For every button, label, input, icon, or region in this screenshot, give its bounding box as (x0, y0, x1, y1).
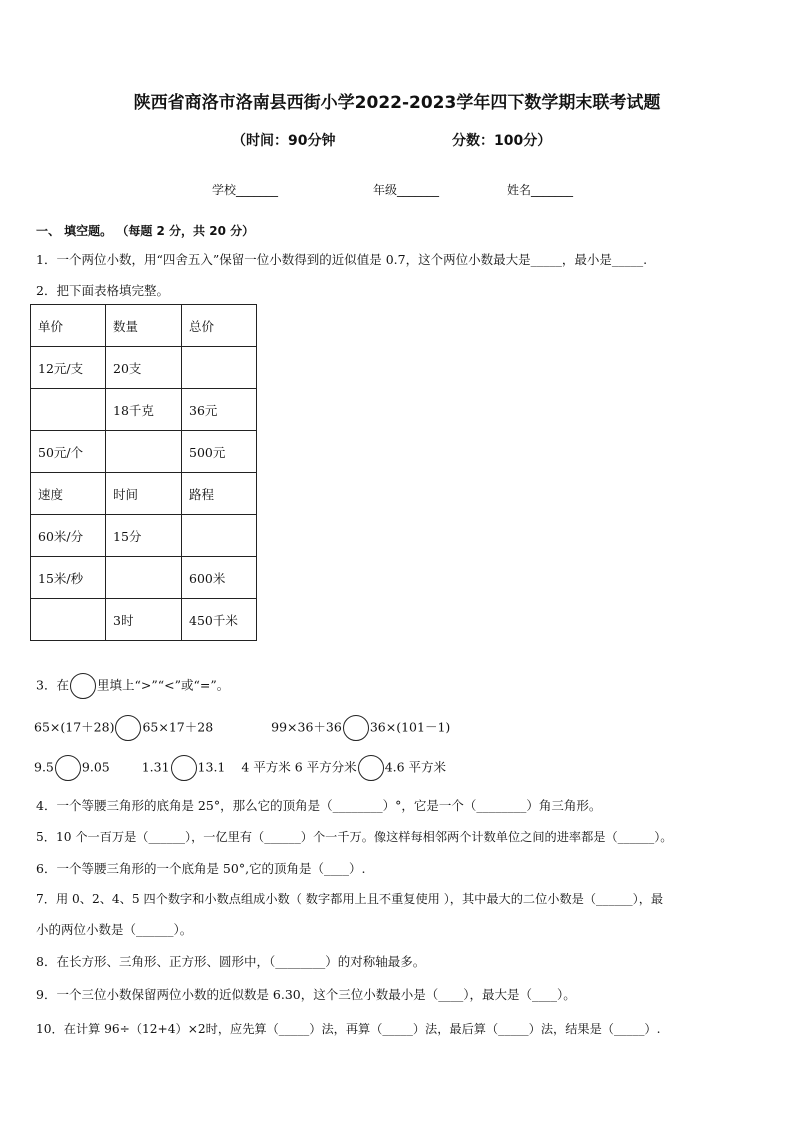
table-cell: 18千克 (106, 389, 182, 431)
table-cell (182, 515, 257, 557)
table-cell: 12元/支 (31, 347, 106, 389)
expression-left: 1.31 (141, 759, 170, 775)
name-field: 姓名_______ (507, 183, 574, 197)
exam-score: 分数：100分） (452, 133, 552, 149)
expression-right: 9.05 (81, 759, 110, 775)
answer-circle[interactable] (115, 715, 141, 741)
answer-circle[interactable] (358, 755, 384, 781)
table-cell (106, 431, 182, 473)
table-cell: 路程 (182, 473, 257, 515)
question-4: 4．一个等腰三角形的底角是 25°，那么它的顶角是（________）°，它是一个（________）角三角形。 (36, 798, 602, 813)
question-3-suffix: 里填上“>”“<”或“=”。 (96, 677, 230, 693)
question-3 (36, 673, 229, 699)
question-3-prefix: 3．在 (36, 677, 69, 693)
table-cell: 15分 (106, 515, 182, 557)
table-cell: 3时 (106, 599, 182, 641)
question-5: 5．10 个一百万是（______），一亿里有（______）个一千万。像这样每相邻两个计数单位之间的进率都是（______）。 (36, 830, 673, 844)
expression-right: 13.1 (197, 759, 226, 775)
table-cell (31, 599, 106, 641)
table-cell: 450千米 (182, 599, 257, 641)
table-cell: 500元 (182, 431, 257, 473)
expression-right: 4.6 平方米 (384, 759, 447, 775)
question-8: 8．在长方形、三角形、正方形、圆形中，（________）的对称轴最多。 (36, 954, 426, 969)
table-cell (31, 389, 106, 431)
table-cell: 数量 (106, 305, 182, 347)
answer-circle[interactable] (343, 715, 369, 741)
compare-row-1 (34, 715, 450, 741)
page-title: 陕西省商洛市洛南县西街小学2022-2023学年四下数学期末联考试题 (133, 93, 661, 113)
question-9: 9．一个三位小数保留两位小数的近似数是 6.30，这个三位小数最小是（____），最大是（____）。 (36, 987, 576, 1002)
table-cell: 单价 (31, 305, 106, 347)
table-row (31, 557, 257, 599)
question-7: 7．用 0、2、4、5 四个数字和小数点组成小数（ 数字都用上且不重复使用 ），其中最大的二位小数是（______），最 (36, 892, 664, 906)
expression-right: 36×(101－1) (369, 719, 451, 735)
table-cell: 50元/个 (31, 431, 106, 473)
table-row (31, 515, 257, 557)
question-7-cont: 小的两位小数是（______）。 (36, 922, 193, 937)
answer-circle[interactable] (55, 755, 81, 781)
table-cell (182, 347, 257, 389)
table-cell: 总价 (182, 305, 257, 347)
table-row (31, 347, 257, 389)
table-row (31, 305, 257, 347)
expression-left: 9.5 (34, 759, 54, 775)
table-cell: 20支 (106, 347, 182, 389)
grade-field: 年级_______ (373, 183, 440, 197)
table-cell (106, 557, 182, 599)
exam-time: （时间：90分钟 (232, 133, 336, 149)
table-row (31, 431, 257, 473)
table-row (31, 473, 257, 515)
question-6: 6．一个等腰三角形的一个底角是 50°,它的顶角是（____）. (36, 861, 366, 876)
table-row (31, 389, 257, 431)
table-cell: 15米/秒 (31, 557, 106, 599)
school-field: 学校_______ (212, 183, 279, 197)
expression-left: 65×(17＋28) (34, 719, 115, 735)
question-1: 1．一个两位小数，用“四舍五入”保留一位小数得到的近似值是 0.7，这个两位小数最大是_____，最小是_____. (36, 252, 648, 267)
table-cell: 36元 (182, 389, 257, 431)
answer-circle[interactable] (70, 673, 96, 699)
table-row (31, 599, 257, 641)
section-heading: 一、 填空题。 （每题 2 分，共 20 分） (36, 224, 255, 238)
expression-left: 99×36＋36 (271, 719, 342, 735)
table-cell: 60米/分 (31, 515, 106, 557)
table-cell: 时间 (106, 473, 182, 515)
question-10: 10．在计算 96÷（12+4）×2时，应先算（_____）法，再算（_____）法，最后算（_____）法，结果是（_____）. (36, 1022, 661, 1036)
compare-row-2 (34, 755, 446, 781)
fill-table (30, 304, 257, 641)
question-2: 2．把下面表格填完整。 (36, 283, 169, 298)
answer-circle[interactable] (171, 755, 197, 781)
expression-left: 4 平方米 6 平方分米 (241, 759, 357, 775)
table-cell: 600米 (182, 557, 257, 599)
expression-right: 65×17＋28 (142, 719, 214, 735)
table-cell: 速度 (31, 473, 106, 515)
